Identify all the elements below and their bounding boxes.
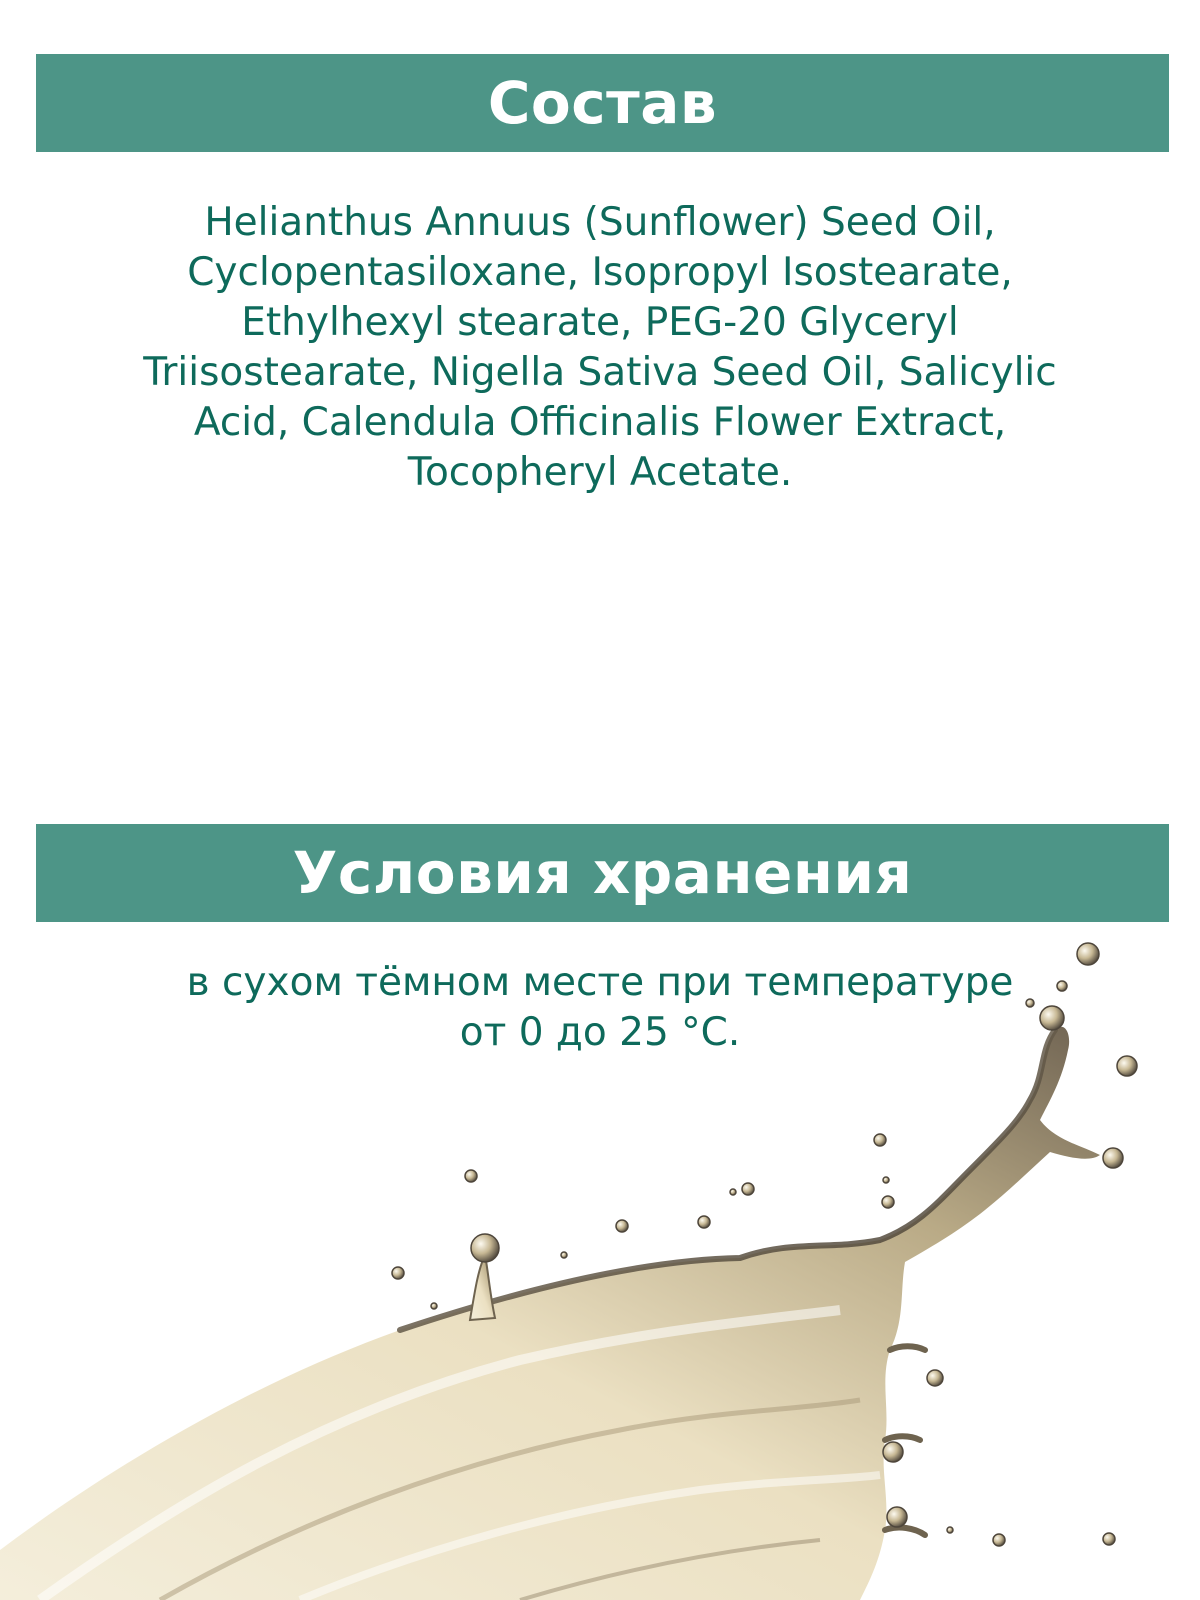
composition-line: Triisostearate, Nigella Sativa Seed Oil, Salicylic (143, 350, 1057, 395)
storage-line: от 0 до 25 °С. (459, 1010, 741, 1055)
composition-line: Cyclopentasiloxane, Isopropyl Isostearate, (187, 250, 1013, 295)
composition-line: Tocopheryl Acetate. (407, 450, 793, 495)
composition-heading: Состав (487, 69, 718, 137)
composition-line: Acid, Calendula Officinalis Flower Extract, (193, 400, 1007, 445)
composition-line: Ethylhexyl stearate, PEG-20 Glyceryl (241, 300, 959, 345)
storage-heading: Условия хранения (292, 839, 913, 907)
oil-splash-icon (0, 940, 1200, 1600)
composition-heading-banner (36, 54, 1169, 152)
composition-text (120, 198, 1080, 498)
storage-line: в сухом тёмном месте при температуре (186, 960, 1014, 1005)
composition-line: Helianthus Annuus (Sunflower) Seed Oil, (204, 200, 996, 245)
storage-heading-banner (36, 824, 1169, 922)
